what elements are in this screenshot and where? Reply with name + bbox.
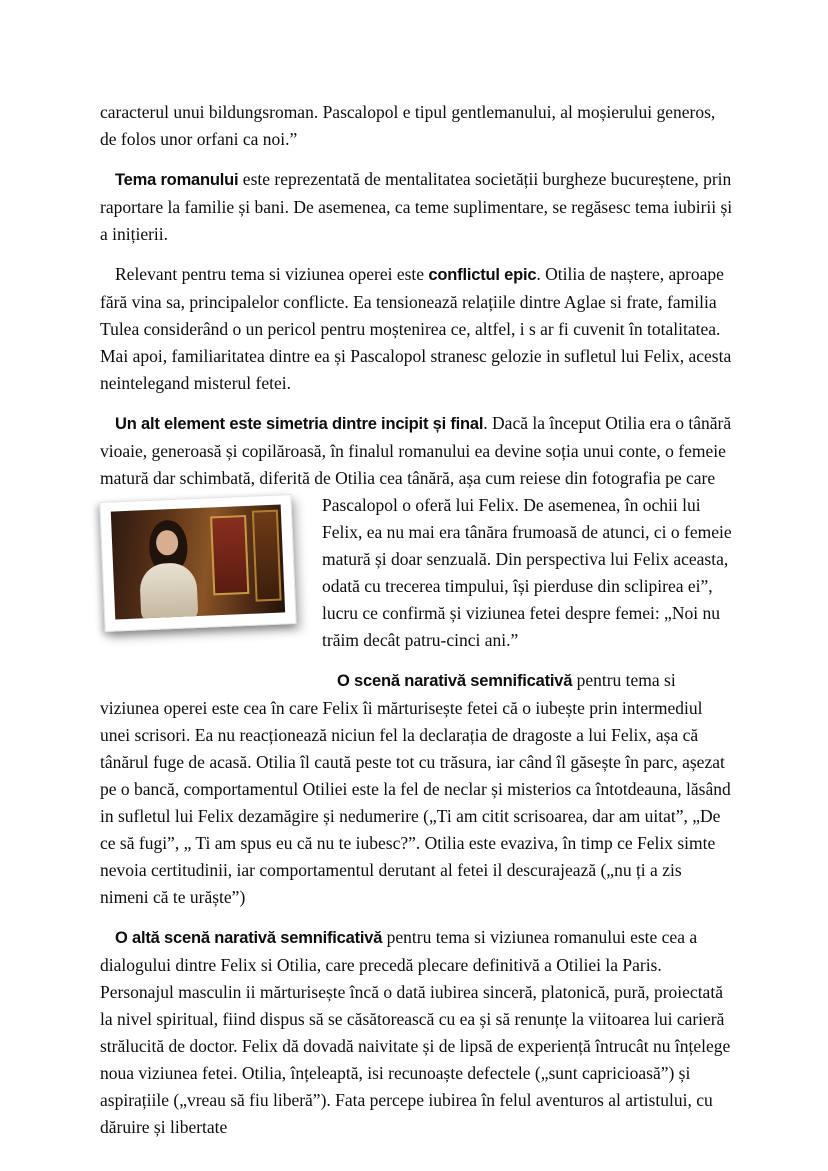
body-text: caracterul unui bildungsroman. Pascalopol e tipul gentlemanului, al moșierului generos, de folos unor orfani ca noi.”: [100, 102, 716, 149]
body-text: pentru tema si viziunea romanului este cea a dialogului dintre Felix si Otilia, care precedă plecare definitivă a Otiliei la Paris. Personajul masculin ii mărturisește încă o dată iubirea sinceră, platonică, pură, proiectată la nivel spiritual, fiind dispus să se căsătorească cu ea și să renunțe la viitoarea lui carieră strălucită de doctor. Felix dă dovadă naivitate și de lipsă de experiență întrucât nu înțelege noua viziunea fetei. Otilia, înțeleaptă, isi recunoaște defectele („sunt capricioasă”) și aspirațiile („vreau să fiu liberă”). Fata percepe iubirea în felul aventuros al artistului, cu dăruire și libertate: [100, 927, 731, 1137]
body-text: Relevant pentru tema si viziunea operei este: [115, 264, 429, 284]
bold-phrase-scena-narativa-1: O scenă narativă semnificativă: [337, 672, 573, 690]
bold-phrase-conflictul-epic: conflictul epic: [428, 266, 537, 284]
otilia-photo: [111, 504, 285, 619]
body-text: este reprezentată de mentalitatea societății burgheze bucureștene, prin raportare la familie și bani. De asemenea, ca teme suplimentare, se regăsesc tema iubirii și a inițierii.: [100, 169, 733, 244]
bold-phrase-tema-romanului: Tema romanului: [115, 171, 239, 189]
paragraph-scena-narativa-2: [100, 924, 734, 1141]
paragraph-conflictul-epic: [100, 261, 734, 397]
paragraph-tema-romanului: [100, 166, 734, 248]
photo-detail-painting: [210, 515, 250, 596]
paragraph-continuation: [100, 99, 734, 153]
body-text: . Otilia de naștere, aproape fără vina sa, principalelor conflicte. Ea tensionează relațiile dintre Aglae si frate, familia Tulea considerând o un pericol pentru moștenirea ce, altfel, i s ar fi cuvenit în totalitatea. Mai apoi, familiaritatea dintre ea și Pascalopol stranesc gelozie in sufletul lui Felix, acesta neintelegand misterul fetei.: [100, 264, 732, 393]
inline-photo-frame: [99, 494, 296, 632]
paragraph-scena-narativa-1: [100, 667, 734, 911]
paragraph-simetria-incipit-final: [100, 410, 734, 654]
photo-detail-dress: [139, 562, 199, 619]
bold-phrase-scena-narativa-2: O altă scenă narativă semnificativă: [115, 929, 383, 947]
bold-phrase-simetria: Un alt element este simetria dintre incipit și final: [115, 415, 484, 433]
body-text: . Dacă la început Otilia era o tânără vioaie, generoasă și copilăroasă, în finalul romanului ea devine soția unui conte, o femeie matură dar schimbată, diferită de Otilia cea tânără, așa cum reiese din fotografia pe care Pascalopol o oferă lui Felix. De asemenea, în ochii: [100, 413, 732, 515]
body-text: lui Felix, ea nu mai era tânăra frumoasă de atunci, ci o femeie matură și doar senzuală. Din perspectiva lui Felix aceasta, odată cu trecerea timpului, își pierduse din sclipirea ei”, lucru ce confirmă și viziunea fetei despre femei: „Noi nu trăim decât patru-cinci ani.”: [322, 495, 732, 650]
body-text: pentru tema si viziunea operei este cea în care Felix îi mărturisește fetei că o iubește prin intermediul unei scrisori. Ea nu reacționează niciun fel la declarația de dragoste a lui Felix, așa că tânărul fuge de acasă. Otilia îl caută peste tot cu trăsura, iar când îl găsește în parc, așezat pe o bancă, comportamentul Otiliei este la fel de neclar și misterios ca întotdeauna, lăsând in sufletul lui Felix dezamăgire și nedumerire („Ti am citit scrisoarea, dar am uitat”, „De ce să fugi”, „ Ti am spus eu că nu te iubesc?”. Otilia este evaziva, în timp ce Felix simte nevoia certitudinii, iar comportamentul derutant al fetei il descurajează („nu ți a zis nimeni că te urăște”): [100, 670, 731, 907]
photo-detail-painting: [252, 510, 282, 601]
